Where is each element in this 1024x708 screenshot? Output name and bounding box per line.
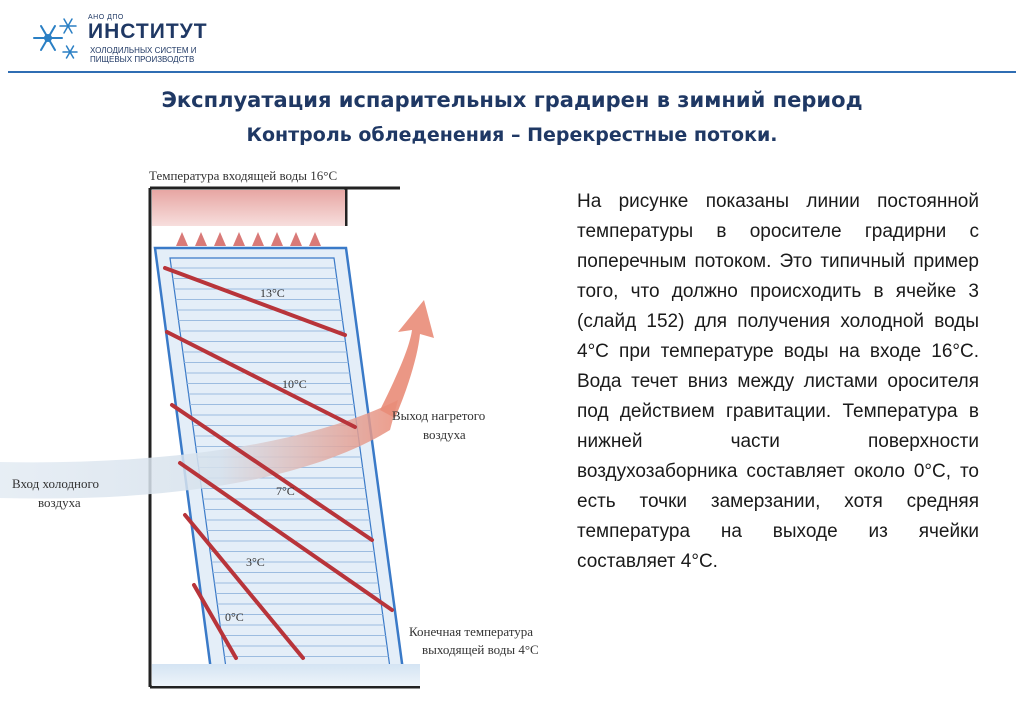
spray-nozzles <box>176 232 321 246</box>
slide-title: Эксплуатация испарительных градирен в зимний период <box>161 88 863 112</box>
header-divider <box>8 71 1016 73</box>
logo-subtitle <box>90 46 250 64</box>
cooling-tower-diagram <box>0 160 560 700</box>
isotherm-label-0c: 0°C <box>225 610 244 624</box>
cold-water-basin <box>152 664 420 686</box>
inlet-temperature-label: Температура входящей воды 16°C <box>149 168 338 183</box>
air-flow-arrow-head <box>380 300 434 418</box>
outlet-temperature-label-line2: выходящей воды 4°C <box>422 642 539 657</box>
slide-body-text: На рисунке показаны линии постоянной температуры в оросителе градирни с поперечным потоком. Это типичный пример того, что должно происходить в ячейке 3 (слайд 152) для получения холодной воды 4°С при температуре воды на входе 16°С. Вода течет вниз между листами оросителя под действием гравитации. Температура в нижней части поверхности воздухозаборника составляет около 0°С, то есть точки замерзании, хотя средняя температура на выходе из ячейки составляет 4°С. <box>577 191 979 572</box>
air-inlet-label-line2: воздуха <box>38 495 81 510</box>
logo-subtitle-line2: ПИЩЕВЫХ ПРОИЗВОДСТВ <box>90 55 195 64</box>
isotherm-label-13c: 13°C <box>260 286 285 300</box>
logo-org-type: АНО ДПО <box>88 14 124 21</box>
air-outlet-label-line2: воздуха <box>423 427 466 442</box>
logo-subtitle-line1: ХОЛОДИЛЬНЫХ СИСТЕМ И <box>90 46 197 55</box>
air-inlet-label-line1: Вход холодного <box>12 476 100 491</box>
logo-title: ИНСТИТУТ <box>88 20 208 43</box>
air-outlet-label-line1: Выход нагретого <box>392 408 486 423</box>
isotherm-label-7c: 7°C <box>276 484 295 498</box>
institute-logo <box>28 12 218 64</box>
isotherm-label-10c: 10°C <box>282 377 307 391</box>
slide-subtitle: Контроль обледенения – Перекрестные потоки. <box>246 124 778 146</box>
isotherm-label-3c: 3°C <box>246 555 265 569</box>
outlet-temperature-label-line1: Конечная температура <box>409 624 534 639</box>
hot-water-basin <box>152 190 345 226</box>
snowflake-icon <box>28 12 84 64</box>
